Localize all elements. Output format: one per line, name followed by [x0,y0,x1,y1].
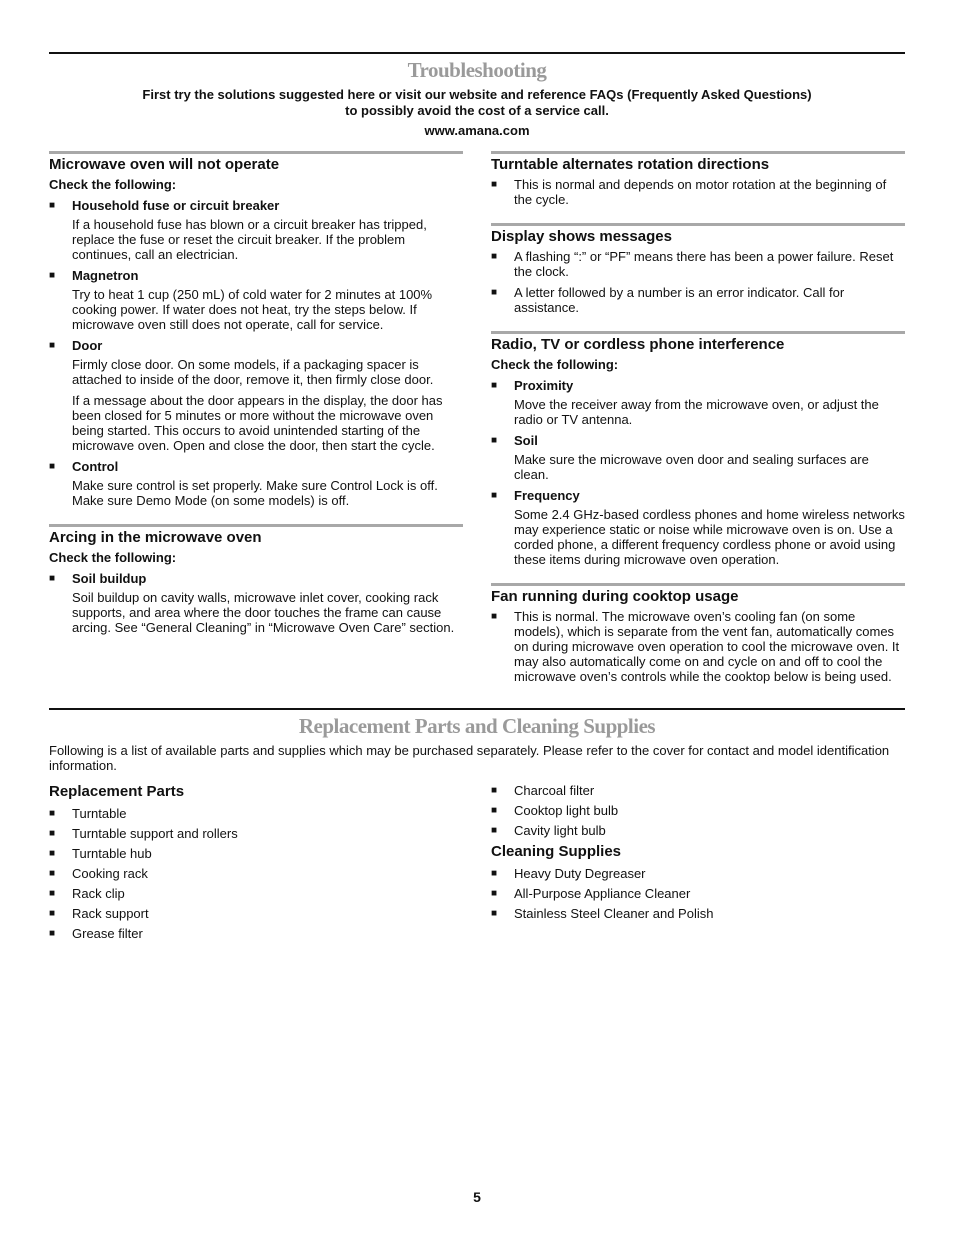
bullet-icon: ■ [491,179,498,190]
check-item [49,571,463,586]
part-item-text: Cooktop light bulb [514,803,619,818]
bullet-icon: ■ [49,848,56,859]
bullet-icon: ■ [49,828,56,839]
part-item-text: Rack support [72,906,149,921]
check-item-description: If a message about the door appears in the display, the door has been closed for 5 minutes or more without the microwave oven being started. This occurs to avoid unintended starting of the microwave oven. Open and close the door, then start the cycle. [72,393,443,453]
bullet-item [491,177,905,207]
bullet-icon: ■ [49,270,56,281]
replacement-parts-list [49,806,463,941]
troubleshooting-topic [491,583,905,684]
bullet-icon: ■ [491,611,498,622]
check-item [49,338,463,353]
check-item [49,459,463,474]
bullet-icon: ■ [49,573,56,584]
bullet-icon: ■ [491,490,498,501]
cleaning-supplies-heading: Cleaning Supplies [491,843,622,860]
part-item [49,886,463,901]
part-item [49,906,463,921]
replacement-columns [49,783,905,946]
bullet-icon: ■ [49,908,56,919]
part-item [491,783,905,798]
check-item-description: Firmly close door. On some models, if a packaging spacer is attached to inside of the door, remove it, then firmly close door. [72,357,434,387]
check-item-description: Some 2.4 GHz-based cordless phones and home wireless networks may experience static or noise while microwave oven is on. Use a corded phone, a different frequency cordless phone or avoid using these items during microwave oven operation. [514,507,905,567]
topic-heading: Radio, TV or cordless phone interference [491,336,785,353]
intro-line-1: First try the solutions suggested here or visit our website and reference FAQs (Frequently Asked Questions) [142,87,812,102]
part-item [49,826,463,841]
replacement-right-column [491,783,905,946]
part-item [49,806,463,821]
check-item-text: Proximity [514,378,574,393]
check-item-description: Try to heat 1 cup (250 mL) of cold water for 2 minutes at 100% cooking power. If water does not heat, try the steps below. If microwave oven still does not operate, call for service. [72,287,433,332]
troubleshooting-columns [49,151,905,690]
bullet-icon: ■ [49,340,56,351]
cleaning-item-text: All-Purpose Appliance Cleaner [514,886,691,901]
replacement-parts-list-continued [491,783,905,838]
bullet-icon: ■ [49,808,56,819]
replacement-intro: Following is a list of available parts and supplies which may be purchased separately. Please refer to the cover for contact and model identification information. [49,743,890,773]
troubleshooting-topic [491,331,905,567]
troubleshooting-topic [491,151,905,207]
bullet-icon: ■ [491,908,498,919]
bullet-item-text: A letter followed by a number is an error indicator. Call for assistance. [514,285,845,315]
intro-line-2: to possibly avoid the cost of a service call. [345,103,609,118]
bullet-icon: ■ [491,785,498,796]
top-rule [49,52,905,54]
bullet-icon: ■ [491,251,498,262]
part-item-text: Charcoal filter [514,783,595,798]
check-item [49,198,463,213]
troubleshooting-left-column [49,151,463,690]
check-item-text: Household fuse or circuit breaker [72,198,280,213]
part-item-text: Cooking rack [72,866,148,881]
part-item-text: Grease filter [72,926,143,941]
bullet-icon: ■ [491,805,498,816]
bullet-item-text: This is normal. The microwave oven’s cooling fan (on some models), which is separate from the vent fan, automatically comes on during microwave oven operation to cool the microwave oven. It may also automatically come on and cycle on and off to cool the microwave oven’s controls while the cooktop below is being used. [514,609,900,684]
replacement-left-column [49,783,463,946]
topic-heading: Microwave oven will not operate [49,156,280,173]
topic-heading: Display shows messages [491,228,672,245]
troubleshooting-right-column [491,151,905,690]
bullet-icon: ■ [491,435,498,446]
check-item [491,433,905,448]
bullet-icon: ■ [491,868,498,879]
bullet-item-text: This is normal and depends on motor rotation at the beginning of the cycle. [514,177,887,207]
part-item [49,926,463,941]
bullet-icon: ■ [491,888,498,899]
check-item-description: Make sure control is set properly. Make sure Control Lock is off. Make sure Demo Mode (on some models) is off. [72,478,438,508]
bullet-item [491,249,905,279]
bullet-icon: ■ [491,825,498,836]
part-item-text: Rack clip [72,886,125,901]
cleaning-item-text: Stainless Steel Cleaner and Polish [514,906,714,921]
part-item-text: Turntable support and rollers [72,826,238,841]
check-item-text: Door [72,338,103,353]
part-item [49,866,463,881]
check-item-description: Make sure the microwave oven door and sealing surfaces are clean. [514,452,869,482]
troubleshooting-topic [49,151,463,508]
cleaning-item [491,906,905,921]
bullet-icon: ■ [49,868,56,879]
check-following-label: Check the following: [49,550,177,565]
bullet-item [491,609,905,684]
part-item-text: Turntable hub [72,846,152,861]
check-item-description: If a household fuse has blown or a circuit breaker has tripped, replace the fuse or reset the circuit breaker. If the problem continues, call an electrician. [72,217,427,262]
part-item-text: Cavity light bulb [514,823,606,838]
check-item [49,268,463,283]
bullet-item [491,285,905,315]
page-number: 5 [473,1189,481,1205]
bullet-icon: ■ [49,928,56,939]
part-item [491,823,905,838]
topic-heading: Turntable alternates rotation directions [491,156,770,173]
cleaning-item [491,886,905,901]
bullet-icon: ■ [491,287,498,298]
cleaning-item-text: Heavy Duty Degreaser [514,866,646,881]
check-item-description: Soil buildup on cavity walls, microwave inlet cover, cooking rack supports, and area where the door touches the frame can cause arcing. See “General Cleaning” in “Microwave Oven Care” section. [72,590,455,635]
check-item-text: Magnetron [72,268,139,283]
bullet-icon: ■ [49,200,56,211]
troubleshooting-topic [491,223,905,315]
replacement-parts-heading: Replacement Parts [49,783,185,800]
page [49,52,905,946]
bullet-icon: ■ [49,461,56,472]
replacement-rule [49,708,905,710]
troubleshooting-title: Troubleshooting [407,58,547,82]
replacement-title: Replacement Parts and Cleaning Supplies [298,714,656,738]
check-item-text: Soil buildup [72,571,147,586]
check-item-description: Move the receiver away from the microwave oven, or adjust the radio or TV antenna. [514,397,879,427]
cleaning-supplies-list [491,866,905,921]
check-following-label: Check the following: [49,177,177,192]
check-following-label: Check the following: [491,357,619,372]
part-item-text: Turntable [72,806,127,821]
troubleshooting-intro [49,87,905,119]
check-item-text: Frequency [514,488,580,503]
check-item-text: Soil [514,433,538,448]
cleaning-item [491,866,905,881]
website-link[interactable]: www.amana.com [424,123,530,138]
check-item [491,378,905,393]
part-item [491,803,905,818]
part-item [49,846,463,861]
topic-heading: Arcing in the microwave oven [49,529,262,546]
bullet-item-text: A flashing “:” or “PF” means there has been a power failure. Reset the clock. [514,249,894,279]
bullet-icon: ■ [491,380,498,391]
check-item-text: Control [72,459,119,474]
check-item [491,488,905,503]
topic-heading: Fan running during cooktop usage [491,588,739,605]
bullet-icon: ■ [49,888,56,899]
troubleshooting-topic [49,524,463,635]
